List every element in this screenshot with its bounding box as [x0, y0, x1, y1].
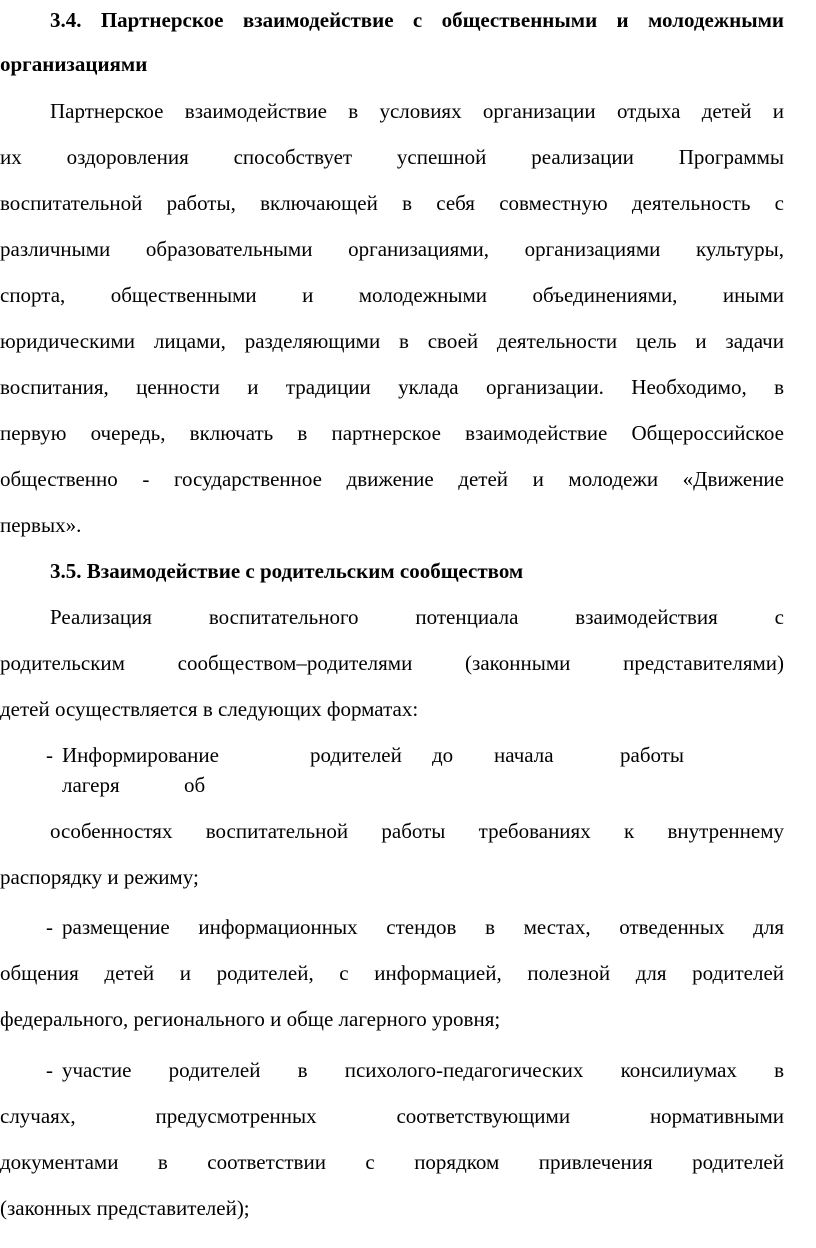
- list-item-line: распорядку и режиму;: [0, 865, 199, 889]
- list-item-dash: -: [46, 915, 53, 939]
- list-item-dash: -: [46, 1058, 53, 1082]
- section-3-5-intro-line-2: родительским сообществом–родителями (законными представителями): [0, 651, 784, 675]
- list-item-line: федерального, регионального и обще лагерного уровня;: [0, 1007, 501, 1031]
- list-item-word: Информирование: [62, 743, 219, 767]
- section-3-4-line-10: первых».: [0, 513, 82, 537]
- list-item-line: документами в соответствии с порядком привлечения родителей: [0, 1150, 784, 1174]
- list-item-word: до: [432, 743, 454, 767]
- section-3-4-line-4: различными образовательными организациями, организациями культуры,: [0, 237, 784, 261]
- list-item-line: размещение информационных стендов в местах, отведенных для: [62, 915, 784, 939]
- list-item-line: случаях, предусмотренных соответствующими нормативными: [0, 1104, 784, 1128]
- section-3-4-line-2: их оздоровления способствует успешной реализации Программы: [0, 145, 784, 169]
- section-3-5-intro-line-3: детей осуществляется в следующих форматах:: [0, 697, 419, 721]
- list-item-line: особенностях воспитательной работы требованиях к внутреннему: [50, 819, 784, 843]
- section-3-4-line-7: воспитания, ценности и традиции уклада организации. Необходимо, в: [0, 375, 784, 399]
- list-item-line: участие родителей в психолого-педагогических консилиумах в: [62, 1058, 784, 1082]
- section-3-4-line-9: общественно - государственное движение детей и молодежи «Движение: [0, 467, 784, 491]
- list-item-line: (законных представителей);: [0, 1196, 250, 1220]
- list-item-word: работы: [620, 743, 685, 767]
- section-3-4-line-3: воспитательной работы, включающей в себя совместную деятельность с: [0, 191, 784, 215]
- list-item-line: общения детей и родителей, с информацией, полезной для родителей: [0, 961, 784, 985]
- section-3-5-heading: 3.5. Взаимодействие с родительским сообществом: [50, 559, 524, 583]
- section-3-4-line-5: спорта, общественными и молодежными объединениями, иными: [0, 283, 784, 307]
- list-item-dash: -: [46, 743, 53, 767]
- list-item-word: об: [184, 773, 206, 797]
- section-3-4-line-6: юридическими лицами, разделяющими в своей деятельности цель и задачи: [0, 329, 784, 353]
- section-3-5-intro-line-1: Реализация воспитательного потенциала взаимодействия с: [50, 605, 784, 629]
- section-3-4-heading-line1: 3.4. Партнерское взаимодействие с общественными и молодежными: [50, 8, 784, 32]
- list-item-word: начала: [494, 743, 554, 767]
- section-3-4-heading-line2: организациями: [0, 52, 148, 76]
- section-3-4-line-1: Партнерское взаимодействие в условиях организации отдыха детей и: [50, 99, 784, 123]
- list-item-word: родителей: [310, 743, 402, 767]
- list-item-word: лагеря: [62, 773, 120, 797]
- section-3-4-line-8: первую очередь, включать в партнерское взаимодействие Общероссийское: [0, 421, 784, 445]
